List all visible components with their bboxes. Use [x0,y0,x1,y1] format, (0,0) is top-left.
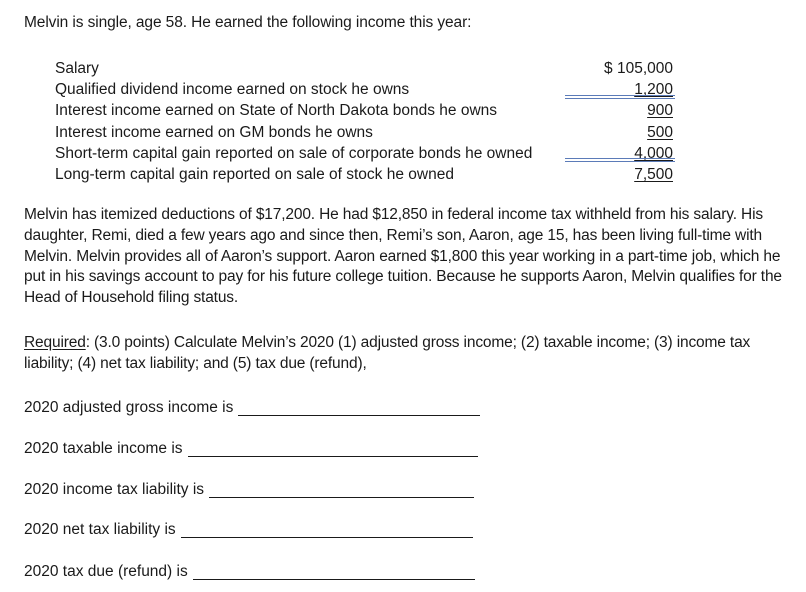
required-text: : (3.0 points) Calculate Melvin’s 2020 (1) adjusted gross income; (2) taxable income; (3) income tax liability; (4) net tax liability; and (5) tax due (refund), [24,334,751,372]
income-amount: 7,500 [634,165,673,183]
income-row-nd-bond-interest [55,100,675,121]
income-label: Interest income earned on State of North Dakota bonds he owns [55,102,498,120]
income-amount: 500 [647,123,673,141]
amount-rule [565,95,675,96]
answer-tax-due [24,563,475,581]
income-label: Short-term capital gain reported on sale of corporate bonds he owned [55,144,533,162]
answer-income-tax-liability [24,481,474,499]
answer-net-tax-liability [24,521,473,539]
answer-blank[interactable] [181,523,473,538]
income-label: Qualified dividend income earned on stock he owns [55,81,410,99]
income-row-gm-bond-interest [55,122,675,143]
answer-label: 2020 net tax liability is [24,521,176,538]
required-label: Required [24,334,86,351]
income-row-long-term-gain [55,164,675,185]
income-label: Long-term capital gain reported on sale of stock he owned [55,165,454,183]
answer-label: 2020 taxable income is [24,440,183,457]
answer-label: 2020 income tax liability is [24,481,205,498]
amount-rule [565,161,675,162]
answer-blank[interactable] [188,442,478,457]
income-amount: $ 105,000 [604,60,673,77]
answer-label: 2020 adjusted gross income is [24,399,234,416]
answer-blank[interactable] [209,483,474,498]
answer-agi [24,399,480,417]
income-table [55,58,675,185]
amount-rule [565,98,675,99]
income-row-salary [55,58,675,79]
answer-blank[interactable] [238,401,480,416]
income-label: Salary [55,60,99,77]
income-label: Interest income earned on GM bonds he owns [55,123,373,141]
required-instructions [24,333,794,375]
answer-taxable-income [24,440,478,458]
income-amount: 1,200 [634,81,673,99]
answer-blank[interactable] [193,565,475,580]
income-amount: 900 [647,102,673,120]
income-amount: 4,000 [634,144,673,162]
amount-rule [565,158,675,159]
intro-text: Melvin is single, age 58. He earned the following income this year: [24,14,472,31]
answer-label: 2020 tax due (refund) is [24,563,188,580]
scenario-paragraph: Melvin has itemized deductions of $17,200. He had $12,850 in federal income tax withheld from his salary. His daughter, Remi, died a few years ago and since then, Remi’s son, Aaron, age 15, has been living full-time with Melvin. Melvin provides all of Aaron’s support. Aaron earned $1,800 this year working in a part-time job, which he put in his savings account to pay for his future college tuition. Because he supports Aaron, Melvin qualifies for the Head of Household filing status. [24,206,782,307]
